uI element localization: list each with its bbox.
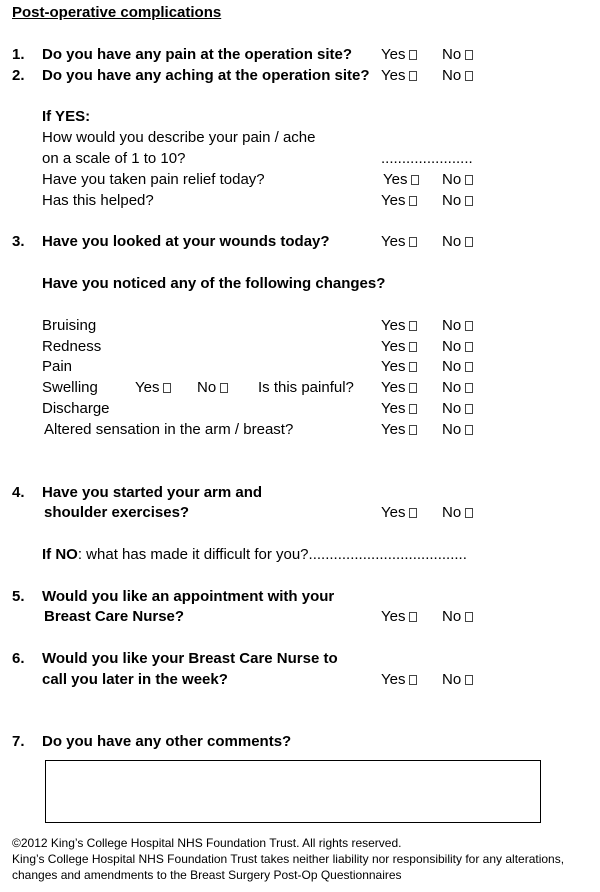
no-label: No (197, 379, 217, 396)
checkbox[interactable] (465, 383, 473, 393)
no-label: No (442, 358, 462, 375)
checkbox[interactable] (465, 71, 473, 81)
q6-no-option[interactable] (442, 671, 473, 689)
question-4-line-1: Have you started your arm and (42, 484, 263, 501)
pain-relief-no-option[interactable] (442, 171, 473, 189)
if-no-difficulty-question[interactable] (42, 546, 467, 564)
question-1-text: Do you have any pain at the operation site? (42, 46, 353, 63)
comments-textbox[interactable] (45, 760, 541, 823)
if-no-text: : what has made it difficult for you?...................................... (77, 546, 467, 563)
checkbox[interactable] (465, 175, 473, 185)
yes-label: Yes (381, 379, 406, 396)
checkbox[interactable] (409, 342, 417, 352)
swelling-label: Swelling (42, 379, 98, 396)
swelling-painful-yes-option[interactable] (381, 379, 417, 397)
no-label: No (442, 608, 462, 625)
page-title: Post-operative complications (12, 4, 222, 21)
question-1-number: 1. (12, 46, 25, 63)
no-label: No (442, 46, 462, 63)
q3-no-option[interactable] (442, 233, 473, 251)
discharge-yes-option[interactable] (381, 400, 417, 418)
question-5-number: 5. (12, 588, 25, 605)
no-label: No (442, 504, 462, 521)
describe-pain-line-2: on a scale of 1 to 10? (42, 150, 186, 167)
pain-scale-answer-line[interactable]: ...................... (381, 150, 473, 167)
checkbox[interactable] (465, 321, 473, 331)
swelling-yes-option[interactable] (135, 379, 171, 397)
pain-relief-question: Have you taken pain relief today? (42, 171, 265, 188)
question-6-line-2: call you later in the week? (42, 671, 228, 688)
yes-label: Yes (381, 421, 406, 438)
q1-no-option[interactable] (442, 46, 473, 64)
pain-no-option[interactable] (442, 358, 473, 376)
no-label: No (442, 192, 462, 209)
checkbox[interactable] (465, 342, 473, 352)
question-6-number: 6. (12, 650, 25, 667)
no-label: No (442, 171, 462, 188)
altered-no-option[interactable] (442, 421, 473, 439)
q5-yes-option[interactable] (381, 608, 417, 626)
checkbox[interactable] (465, 50, 473, 60)
altered-sensation-label: Altered sensation in the arm / breast? (44, 421, 294, 438)
liability-notice-line-1: King’s College Hospital NHS Foundation Trust takes neither liability nor responsibility for any alterations, (12, 852, 565, 866)
question-5-line-2: Breast Care Nurse? (44, 608, 185, 625)
yes-label: Yes (381, 400, 406, 417)
redness-yes-option[interactable] (381, 338, 417, 356)
checkbox[interactable] (465, 237, 473, 247)
liability-notice-line-2: changes and amendments to the Breast Surgery Post-Op Questionnaires (12, 868, 402, 882)
describe-pain-line-1: How would you describe your pain / ache (42, 129, 316, 146)
swelling-painful-no-option[interactable] (442, 379, 473, 397)
yes-label: Yes (381, 504, 406, 521)
checkbox[interactable] (465, 404, 473, 414)
checkbox[interactable] (409, 71, 417, 81)
no-label: No (442, 400, 462, 417)
redness-label: Redness (42, 338, 102, 355)
if-no-label: If NO (42, 546, 78, 563)
redness-no-option[interactable] (442, 338, 473, 356)
yes-label: Yes (381, 46, 406, 63)
bruising-label: Bruising (42, 317, 97, 334)
if-yes-heading: If YES: (42, 108, 91, 125)
discharge-no-option[interactable] (442, 400, 473, 418)
checkbox[interactable] (409, 321, 417, 331)
no-label: No (442, 233, 462, 250)
swelling-painful-question: Is this painful? (258, 379, 354, 396)
pain-label: Pain (42, 358, 73, 375)
question-3-number: 3. (12, 233, 25, 250)
yes-label: Yes (135, 379, 160, 396)
checkbox[interactable] (409, 196, 417, 206)
question-2-number: 2. (12, 67, 25, 84)
pain-yes-option[interactable] (381, 358, 417, 376)
yes-label: Yes (381, 233, 406, 250)
checkbox[interactable] (409, 612, 417, 622)
no-label: No (442, 671, 462, 688)
question-5-line-1: Would you like an appointment with your (42, 588, 335, 605)
checkbox[interactable] (465, 425, 473, 435)
question-3-text: Have you looked at your wounds today? (42, 233, 330, 250)
question-2-text: Do you have any aching at the operation site? (42, 67, 370, 84)
no-label: No (442, 421, 462, 438)
q6-yes-option[interactable] (381, 671, 417, 689)
q4-yes-option[interactable] (381, 504, 417, 522)
altered-yes-option[interactable] (381, 421, 417, 439)
checkbox[interactable] (409, 50, 417, 60)
question-6-line-1: Would you like your Breast Care Nurse to (42, 650, 338, 667)
bruising-yes-option[interactable] (381, 317, 417, 335)
pain-relief-yes-option[interactable] (383, 171, 419, 189)
question-7-text: Do you have any other comments? (42, 733, 292, 750)
no-label: No (442, 379, 462, 396)
swelling-no-option[interactable] (197, 379, 228, 397)
helped-question: Has this helped? (42, 192, 154, 209)
checkbox[interactable] (465, 362, 473, 372)
yes-label: Yes (381, 192, 406, 209)
q3-yes-option[interactable] (381, 233, 417, 251)
checkbox[interactable] (409, 508, 417, 518)
question-4-number: 4. (12, 484, 25, 501)
changes-heading: Have you noticed any of the following changes? (42, 275, 386, 292)
checkbox[interactable] (409, 237, 417, 247)
q2-no-option[interactable] (442, 67, 473, 85)
helped-no-option[interactable] (442, 192, 473, 210)
helped-yes-option[interactable] (381, 192, 417, 210)
no-label: No (442, 338, 462, 355)
checkbox[interactable] (465, 508, 473, 518)
discharge-label: Discharge (42, 400, 110, 417)
question-7-number: 7. (12, 733, 25, 750)
checkbox[interactable] (220, 383, 228, 393)
yes-label: Yes (381, 671, 406, 688)
checkbox[interactable] (409, 383, 417, 393)
yes-label: Yes (381, 358, 406, 375)
checkbox[interactable] (411, 175, 419, 185)
q2-yes-option[interactable] (381, 67, 417, 85)
checkbox[interactable] (409, 362, 417, 372)
q1-yes-option[interactable] (381, 46, 417, 64)
checkbox[interactable] (465, 196, 473, 206)
yes-label: Yes (381, 317, 406, 334)
yes-label: Yes (381, 608, 406, 625)
no-label: No (442, 317, 462, 334)
copyright-notice: ©2012 King’s College Hospital NHS Foundation Trust. All rights reserved. (12, 836, 402, 850)
q5-no-option[interactable] (442, 608, 473, 626)
checkbox[interactable] (465, 612, 473, 622)
checkbox[interactable] (409, 425, 417, 435)
checkbox[interactable] (163, 383, 171, 393)
checkbox[interactable] (409, 675, 417, 685)
bruising-no-option[interactable] (442, 317, 473, 335)
no-label: No (442, 67, 462, 84)
q4-no-option[interactable] (442, 504, 473, 522)
checkbox[interactable] (409, 404, 417, 414)
checkbox[interactable] (465, 675, 473, 685)
yes-label: Yes (381, 67, 406, 84)
question-4-line-2: shoulder exercises? (44, 504, 190, 521)
yes-label: Yes (383, 171, 408, 188)
yes-label: Yes (381, 338, 406, 355)
